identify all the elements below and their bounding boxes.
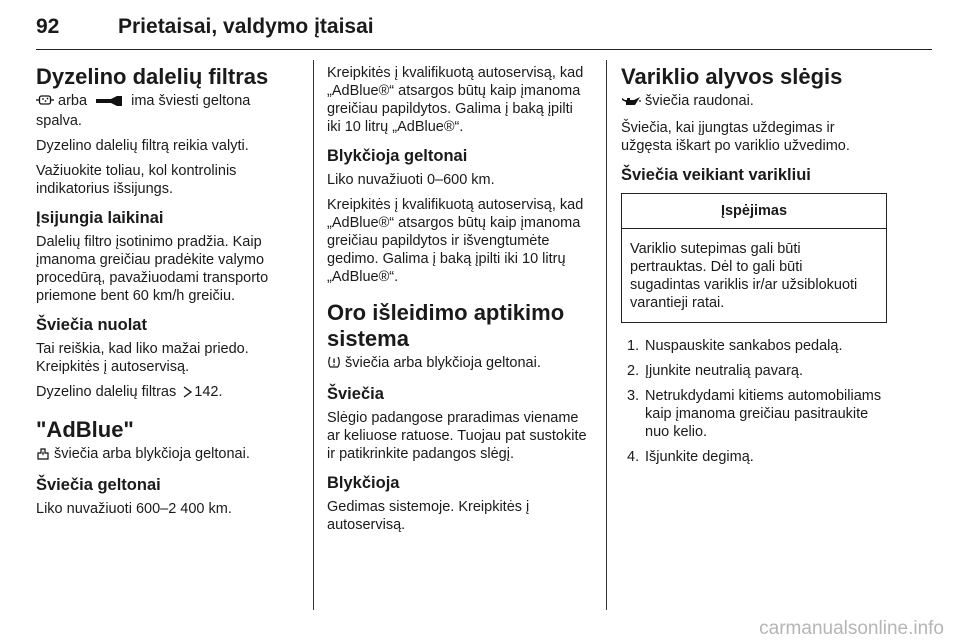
watermark: carmanualsonline.info [759, 618, 944, 639]
column-1 [36, 64, 298, 525]
paragraph-dpf-ref [36, 383, 298, 403]
adblue-icon [36, 446, 50, 465]
heading-on: Šviečia [327, 385, 384, 403]
paragraph-oil-info: Šviečia, kai įjungtas uždegimas ir užgęsta iškart po variklio užvedimo. [621, 120, 850, 154]
paragraph-dpf-drive: Važiuokite toliau, kol kontrolinis indikatorius išsijungs. [36, 163, 237, 197]
tire-pressure-icon [327, 355, 341, 374]
exhaust-pipe-icon [95, 94, 123, 112]
paragraph-tpms [327, 354, 589, 374]
paragraph-adblue [36, 445, 298, 465]
heading-steady: Šviečia nuolat [36, 316, 147, 334]
heading-running: Šviečia veikiant varikliui [621, 166, 811, 184]
column-2 [327, 64, 589, 541]
section-title: Prietaisai, valdymo įtaisai [118, 15, 374, 38]
text-dpf-ref: Dyzelino dalelių filtras [36, 384, 177, 400]
text-or: arba [58, 93, 88, 109]
paragraph-pressure-loss: Slėgio padangose praradimas viename ar keliuose ratuose. Tuojau pat sustokite ir patikrinkite padangos slėgį. [327, 410, 587, 462]
paragraph-steady: Tai reiškia, kad liko mažai priedo. Kreipkitės į autoservisą. [36, 341, 249, 375]
column-divider-2 [606, 60, 607, 610]
heading-yellow: Šviečia geltonai [36, 476, 161, 494]
text-adblue: šviečia arba blykčioja geltonai. [54, 446, 250, 462]
list-item: 4. Išjunkite degimą. [627, 449, 754, 465]
paragraph-range-short: Liko nuvažiuoti 0–600 km. [327, 172, 495, 188]
page-reference-arrow-icon [183, 385, 192, 403]
paragraph-dpf-clean: Dyzelino dalelių filtrą reikia valyti. [36, 138, 249, 154]
heading-temporary: Įsijungia laikinai [36, 209, 164, 227]
paragraph-yellow: Liko nuvažiuoti 600–2 400 km. [36, 501, 232, 517]
steps-list [621, 337, 887, 466]
paragraph-dpf-lights [36, 92, 298, 130]
heading-blink-yellow: Blykčioja geltonai [327, 147, 468, 165]
heading-tpms: Oro išleidimo aptikimo sistema [327, 300, 565, 351]
list-item: 3. Netrukdydami kitiems automobiliams kaip įmanoma greičiau pasitraukite nuo kelio. [627, 388, 882, 440]
column-divider-1 [313, 60, 314, 610]
diesel-particulate-filter-icon [36, 93, 54, 112]
page-header [36, 12, 932, 52]
heading-dpf: Dyzelino dalelių filtras [36, 64, 269, 89]
warning-text: Variklio sutepimas gali būti pertrauktas. Dėl to gali būti sugadintas variklis ir/ar užsiblokuoti varantieji ratai. [630, 241, 858, 311]
paragraph-adblue-service-2: Kreipkitės į kvalifikuotą autoservisą, kad „AdBlue®“ atsargos būtų kaip įmanoma greičiau papildytos ir išvengtumėte gedimo. Galima į baką įpilti iki 10 litrų „AdBlue®“. [327, 197, 584, 285]
list-item: 1. Nuspauskite sankabos pedalą. [627, 338, 843, 354]
header-rule [36, 49, 932, 50]
page-number: 92 [36, 15, 60, 38]
paragraph-temporary: Dalelių filtro įsotinimo pradžia. Kaip įmanoma greičiau pradėkite valymo procedūrą, pavažiuodami transporto priemone bent 60 km/h greičiu. [36, 234, 269, 304]
column-3 [621, 64, 887, 473]
heading-oil-pressure: Variklio alyvos slėgis [621, 64, 843, 89]
warning-box [621, 193, 887, 323]
paragraph-oil-red [621, 92, 887, 112]
paragraph-system-fault: Gedimas sistemoje. Kreipkitės į autoservisą. [327, 499, 530, 533]
heading-adblue: "AdBlue" [36, 417, 134, 442]
text-tpms: šviečia arba blykčioja geltonai. [345, 355, 541, 371]
oil-can-icon [621, 94, 641, 112]
heading-blink: Blykčioja [327, 474, 400, 492]
text-ref-page: 142. [194, 384, 223, 400]
list-item: 2. Įjunkite neutralią pavarą. [627, 363, 803, 379]
text-dpf-rest: ima šviesti geltona spalva. [36, 93, 251, 129]
warning-title: Įspėjimas [622, 194, 886, 229]
text-oil-red: šviečia raudonai. [645, 93, 754, 109]
paragraph-adblue-service: Kreipkitės į kvalifikuotą autoservisą, kad „AdBlue®“ atsargos būtų kaip įmanoma greičiau papildytos. Galima į baką įpilti iki 10 litrų „AdBlue®“. [327, 65, 584, 135]
